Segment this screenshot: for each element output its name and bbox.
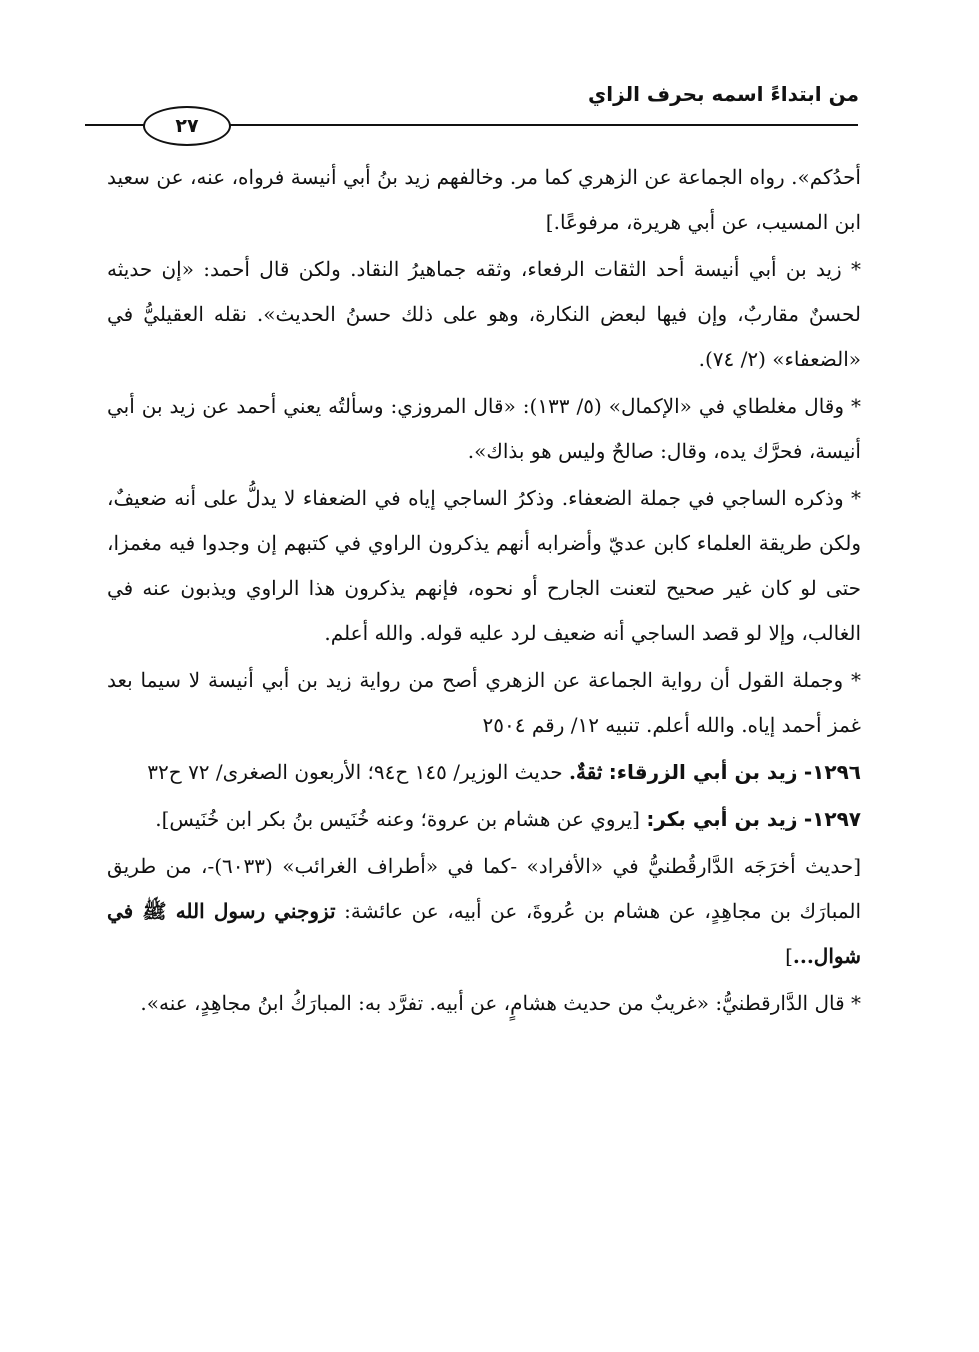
hadith-intro: [حديث أخرَجَه الدَّارقُطنيُّ في «الأفراد» -كما في «أطراف الغرائب» (٦٠٣٣)-، من طريق المبارَك بن مجاهِدٍ، عن هشام بن عُروةَ، عن أبيه، عن عائشة: bbox=[107, 854, 861, 923]
paragraph-2: * زيد بن أبي أنيسة أحد الثقات الرفعاء، وثقه جماهيرُ النقاد. ولكن قال أحمد: «إن حديثه لحسنٌ مقاربٌ، وإن فيها لبعض النكارة، وهو على ذلك حسنُ الحديث». نقله العقيليُّ في «الضعفاء» (٢/ ٧٤). bbox=[107, 257, 861, 371]
entry-1296-grade: ثقةٌ. bbox=[569, 760, 603, 784]
entry-1296 bbox=[107, 750, 861, 795]
entry-1296-number: ١٢٩٦- bbox=[803, 760, 861, 784]
page-number: ٢٧ bbox=[175, 115, 199, 137]
entry-1297-number: ١٢٩٧- bbox=[803, 807, 861, 831]
hadith-matn: تزوجني رسول الله ﷺ في شوال... bbox=[107, 899, 861, 968]
paragraph-1: أحدُكم». رواه الجماعة عن الزهري كما مر. وخالفهم زيد بنُ أبي أنيسة فرواه، عنه، عن سعيد ابن المسيب، عن أبي هريرة، مرفوعًا.] bbox=[107, 165, 861, 234]
hadith-paragraph bbox=[107, 844, 861, 979]
body-text bbox=[107, 155, 861, 1026]
entry-1297-desc: [يروي عن هشام بن عروة؛ وعنه خُنَيس بنُ بكر ابن خُنَيس]. bbox=[155, 807, 640, 831]
final-paragraph: * قال الدَّارقطنيُّ: «غريبٌ من حديث هشامٍ، عن أبيه. تفرَّد به: المبارَكُ ابنُ مجاهِدٍ، عنه». bbox=[140, 991, 861, 1015]
paragraph-5: * وجملة القول أن رواية الجماعة عن الزهري أصح من رواية زيد بن أبي أنيسة لا سيما بعد غمز أحمد إياه. والله أعلم. تنبيه ١٢/ رقم ٢٥٠٤ bbox=[107, 668, 861, 737]
entry-1297 bbox=[107, 797, 861, 842]
entry-1296-refs: حديث الوزير/ ١٤٥ ح٩٤؛ الأربعون الصغرى/ ٧٢ ح٣٢ bbox=[147, 760, 563, 784]
entry-1296-name: زيد بن أبي الزرقاء: bbox=[608, 760, 798, 784]
hadith-close: ] bbox=[785, 944, 793, 968]
paragraph-3: * وقال مغلطاي في «الإكمال» (٥/ ١٣٣): «قال المروزي: وسألتُه يعني أحمد عن زيد بن أبي أنيسة، فحرَّك يده، وقال: صالحٌ وليس هو بذاك». bbox=[107, 394, 861, 463]
running-title: من ابتداءً اسمه بحرف الزاي bbox=[587, 82, 859, 106]
entry-1297-name: زيد بن أبي بكر: bbox=[646, 807, 798, 831]
paragraph-4: * وذكره الساجي في جملة الضعفاء. وذكرُ الساجي إياه في الضعفاء لا يدلُّ على أنه ضعيفٌ، ولكن طريقة العلماء كابن عديّ وأضرابه أنهم يذكرون الراوي في كتبهم إن وجدوا فيه مغمزا، حتى لو كان غير صحيح لتعنت الجارح أو نحوه، فإنهم يذكرون هذا الراوي ويذبون عنه في الغالب، وإلا لو قصد الساجي أنه ضعيف لرد عليه قوله. والله أعلم. bbox=[107, 486, 861, 645]
page-number-badge bbox=[143, 106, 231, 146]
